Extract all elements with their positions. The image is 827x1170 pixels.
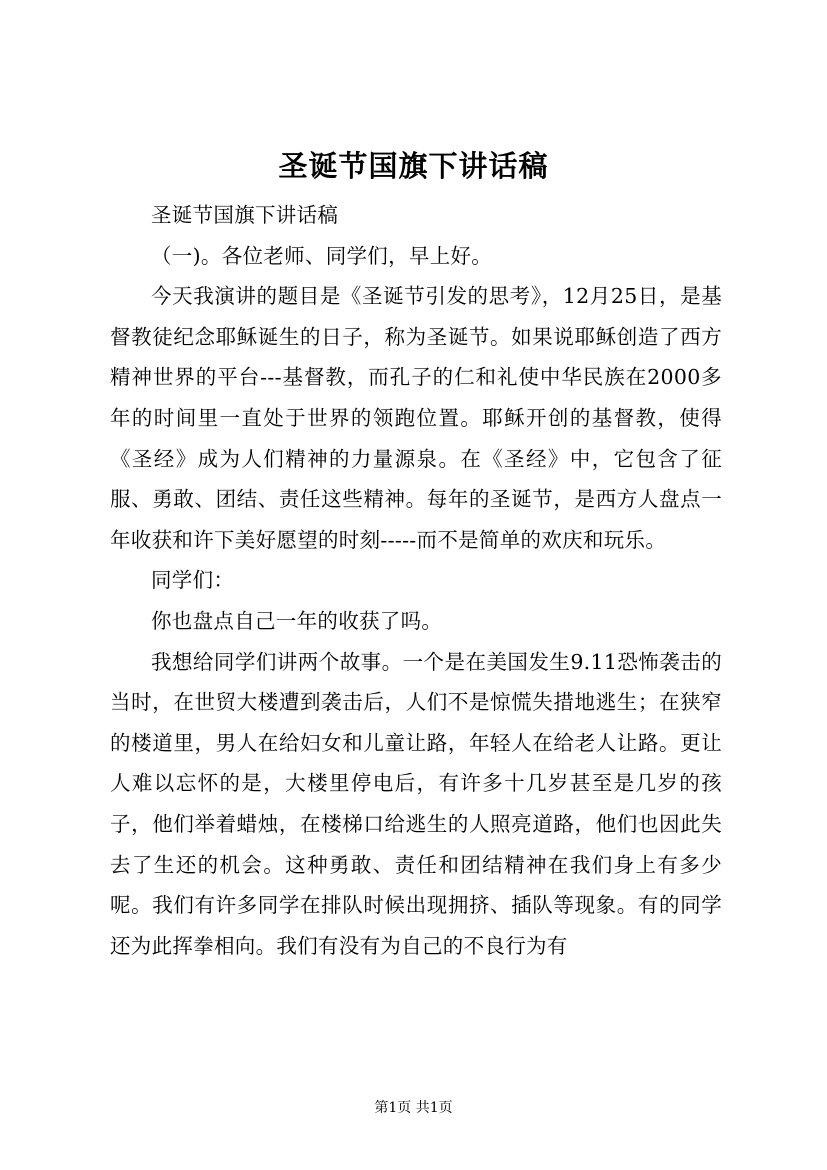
paragraph-address: 同学们： bbox=[151, 568, 235, 593]
paragraph-question: 你也盘点自己一年的收获了吗。 bbox=[151, 608, 443, 633]
paragraph-greeting: （一)。各位老师、同学们，早上好。 bbox=[151, 243, 493, 268]
page-footer: 第1页 共1页 bbox=[374, 1100, 453, 1116]
document-title: 圣诞节国旗下讲话稿 bbox=[278, 149, 549, 183]
paragraph-stories: 我想给同学们讲两个故事。一个是在美国发生9.11恐怖袭击的当时，在世贸大楼遭到袭击后，人们不是惊慌失措地逃生；在狭窄的楼道里，男人在给妇女和儿童让路，年轻人在给老人让路。更让人难以忘怀的是，大楼里停电后，有许多十几岁甚至是几岁的孩子，他们举着蜡烛，在楼梯口给逃生的人照亮道路，他们也因此失去了生还的机会。这种勇敢、责任和团结精神在我们身上有多少呢。我们有许多同学在排队时候出现拥挤、插队等现象。有的同学还为此挥拳相向。我们有没有为自己的不良行为有 bbox=[110, 649, 722, 958]
paragraph-topic: 今天我演讲的题目是《圣诞节引发的思考》，12月25日，是基督教徒纪念耶稣诞生的日子，称为圣诞节。如果说耶稣创造了西方精神世界的平台---基督教，而孔子的仁和礼使中华民族在2000多年的时间里一直处于世界的领跑位置。耶稣开创的基督教，使得《圣经》成为人们精神的力量源泉。在《圣经》中，它包含了征服、勇敢、团结、责任这些精神。每年的圣诞节，是西方人盘点一年收获和许下美好愿望的时刻-----而不是简单的欢庆和玩乐。 bbox=[110, 284, 722, 552]
document-body bbox=[110, 195, 722, 966]
paragraph-heading: 圣诞节国旗下讲话稿 bbox=[151, 203, 339, 227]
